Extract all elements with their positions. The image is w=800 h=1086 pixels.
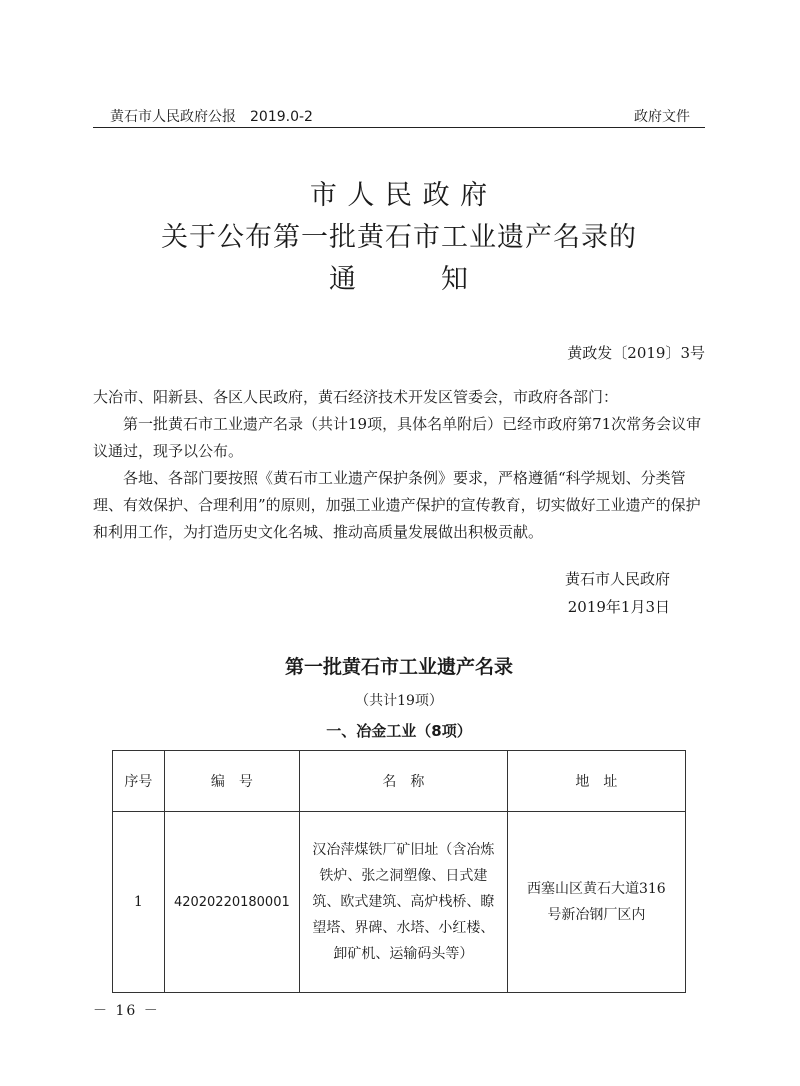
row-seq: 1 xyxy=(113,812,165,993)
notice-title-line-1: 市 人 民 政 府 xyxy=(309,180,489,211)
issuer-signature: 黄石市人民政府 xyxy=(564,570,670,588)
notice-title-line-2: 关于公布第一批黄石市工业遗产名录的 xyxy=(161,222,637,253)
addressee-line: 大冶市、阳新县、各区人民政府，黄石经济技术开发区管委会，市政府各部门： xyxy=(93,388,619,406)
header-rule xyxy=(93,127,705,128)
page-number: － 16 － xyxy=(93,1003,160,1019)
heritage-table xyxy=(112,750,686,993)
document-number: 黄政发〔2019〕3号 xyxy=(567,344,705,362)
gazette-header-section: 政府文件 xyxy=(634,109,690,125)
row-address: 西塞山区黄石大道316号新冶钢厂区内 xyxy=(507,812,685,993)
column-header-code: 编 号 xyxy=(164,751,299,812)
table-header-row xyxy=(113,751,686,812)
column-header-name: 名 称 xyxy=(300,751,508,812)
issue-date: 2019年1月3日 xyxy=(567,598,670,616)
notice-title-line-3: 通 知 xyxy=(329,264,469,295)
body-paragraph-1: 第一批黄石市工业遗产名录（共计19项，具体名单附后）已经市政府第71次常务会议审议通过，现予以公布。 xyxy=(93,415,702,460)
section-heading: 一、冶金工业（8项） xyxy=(326,722,472,740)
body-paragraph-2: 各地、各部门要按照《黄石市工业遗产保护条例》要求，严格遵循“科学规划、分类管理、有效保护、合理利用”的原则，加强工业遗产保护的宣传教育，切实做好工业遗产的保护和利用工作，为打造历史文化名城、推动高质量发展做出积极贡献。 xyxy=(93,469,701,541)
row-name: 汉冶萍煤铁厂矿旧址（含冶炼铁炉、张之洞塑像、日式建筑、欧式建筑、高炉栈桥、瞭望塔、界碑、水塔、小红楼、卸矿机、运输码头等） xyxy=(300,812,508,993)
list-title: 第一批黄石市工业遗产名录 xyxy=(284,656,513,678)
column-header-address: 地 址 xyxy=(507,751,685,812)
list-count: （共计19项） xyxy=(355,693,443,709)
table-row xyxy=(113,812,686,993)
row-code: 42020220180001 xyxy=(164,812,299,993)
gazette-header-title: 黄石市人民政府公报 2019.0-2 xyxy=(110,109,313,125)
column-header-seq: 序号 xyxy=(113,751,165,812)
